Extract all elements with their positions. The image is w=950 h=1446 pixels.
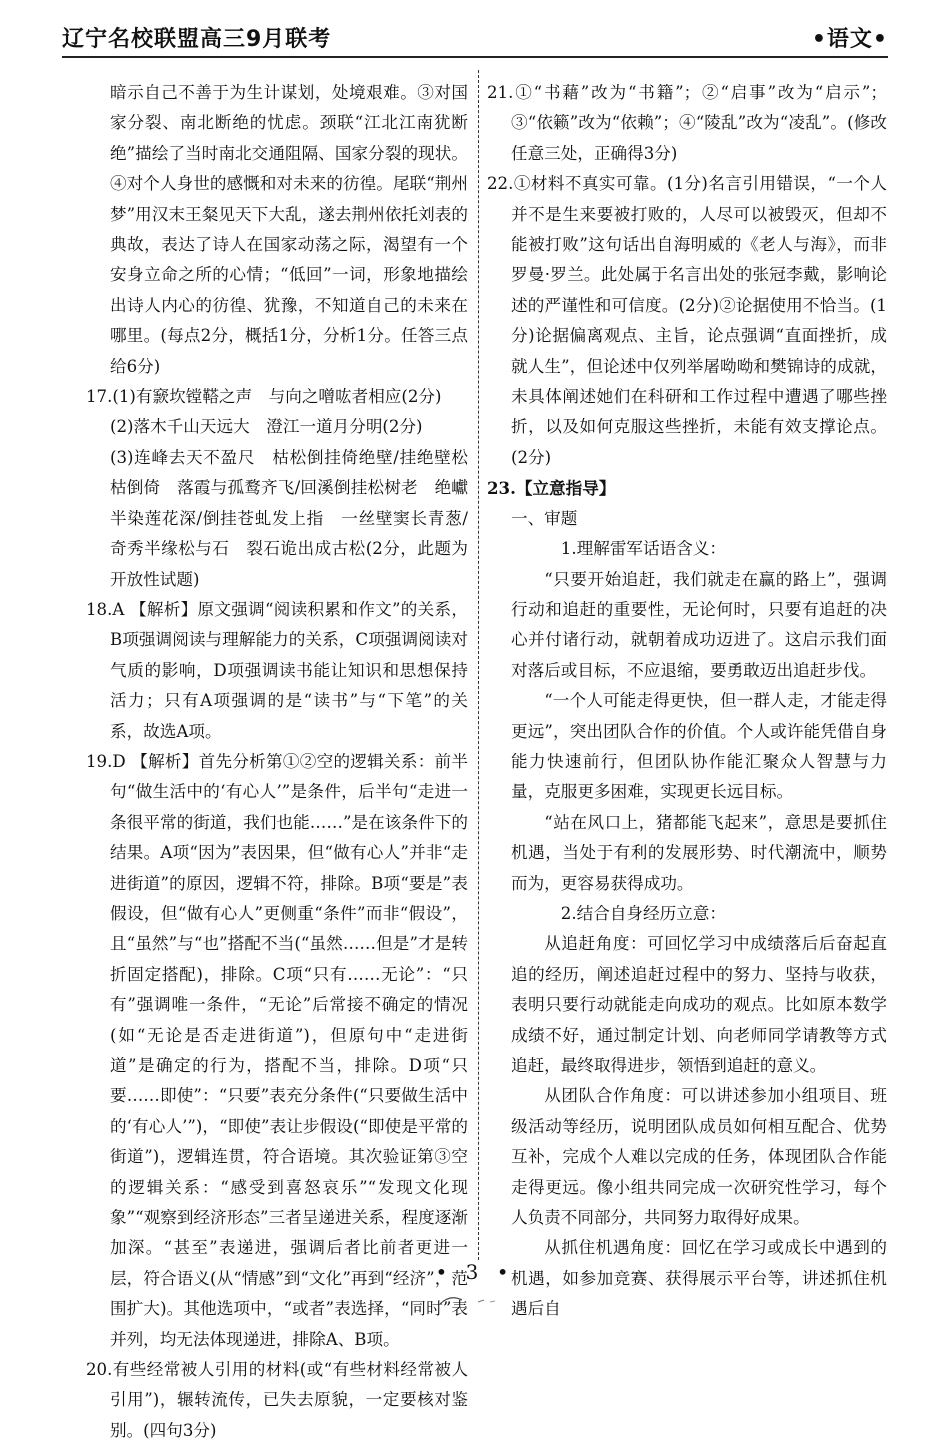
paragraph: 1.理解雷军话语含义：: [560, 539, 726, 559]
paragraph: “一个人可能走得更快，但一群人走，才能走得更远”，突出团队合作的价值。个人或许能凭借自身能力快速前行，但团队协作能汇聚众人智慧与力量，克服更多困难，实现更长远目标。: [511, 691, 887, 802]
paragraph: 从团队合作角度：可以讲述参加小组项目、班级活动等经历，说明团队成员如何相互配合、优势互补，完成个人难以完成的任务，体现团队合作能走得更远。像小组共同完成一次研究性学习，每个人负责不同部分，共同努力取得好成果。: [511, 1086, 887, 1228]
page-number: • 3 •: [435, 1260, 515, 1284]
paragraph: 从抓住机遇角度：回忆在学习或成长中遇到的机遇，如参加竞赛、获得展示平台等，讲述抓住机遇后自: [511, 1238, 887, 1319]
paragraph: 2.结合自身经历立意：: [560, 903, 726, 923]
paragraph: 18.A 【解析】原文强调“阅读积累和作文”的关系，B项强调阅读与理解能力的关系，C项强调阅读对气质的影响，D项强调读书能让知识和思想保持活力；只有A项强调的是“读书”与“下笔”的关系，故选A项。: [86, 599, 468, 741]
paragraph: 22.①材料不真实可靠。(1分)名言引用错误，“一个人并不是生来要被打败的，人尽可以被毁灭，但却不能被打败”这句话出自海明威的《老人与海》，而非罗曼·罗兰。此处属于名言出处的张冠李戴，影响论述的严谨性和可信度。(2分)②论据使用不恰当。(1分)论据偏离观点、主旨，论点强调“直面挫折，成就人生”，但论述中仅列举屠呦呦和樊锦诗的成就，未具体阐述她们在科研和工作过程中遭遇了哪些挫折，以及如何克服这些挫折，未能有效支撑论点。(2分): [487, 174, 887, 467]
paragraph: (2)落木千山天远大 澄江一道月分明(2分): [110, 417, 423, 437]
scan-mark: [438, 1292, 508, 1306]
paragraph: 19.D 【解析】首先分析第①②空的逻辑关系：前半句“做生活中的‘有心人’”是条件，后半句“走进一条很平常的街道，我们也能……”是在该条件下的结果。A项“因为”表因果，但“做有心人”并非“走进街道”的原因，逻辑不符，排除。B项“要是”表假设，但“做有心人”更侧重“条件”而非“假设”，且“虽然”与“也”搭配不当(“虽然……但是”才是转折固定搭配)，排除。C项“只有……无论”：“只有”强调唯一条件，“无论”后常接不确定的情况(如“无论是否走进街道”)，但原句中“走进街道”是确定的行为，搭配不当，排除。D项“只要……即使”：“只要”表充分条件(“只要做生活中的‘有心人’”)，“即使”表让步假设(“即使是平常的街道”)，逻辑连贯，符合语境。其次验证第③空的逻辑关系：“感受到喜怒哀乐”“发现文化现象”“观察到经济形态”三者呈递进关系，程度逐渐加深。“甚至”表递进，强调后者比前者更进一层，符合语义(从“情感”到“文化”再到“经济”，范围扩大)。其他选项中，“或者”表选择，“同时”表并列，均无法体现递进，排除A、B项。: [86, 751, 468, 1349]
paragraph: 17.(1)有窾坎镗鞳之声 与向之噌吰者相应(2分): [86, 387, 442, 407]
paragraph: 20.有些经常被人引用的材料(或“有些材料经常被人引用”)，辗转流传，已失去原貌，一定要核对鉴别。(四句3分): [86, 1360, 468, 1440]
paragraph: 从追赶角度：可回忆学习中成绩落后后奋起直追的经历，阐述追赶过程中的努力、坚持与收获，表明只要行动就能走向成功的观点。比如原本数学成绩不好，通过制定计划、向老师同学请教等方式追赶，最终取得进步，领悟到追赶的意义。: [511, 934, 887, 1075]
subject-label: •语文•: [811, 27, 888, 52]
paragraph: “只要开始追赶，我们就走在赢的路上”，强调行动和追赶的重要性，无论何时，只要有追赶的决心并付诸行动，就朝着成功迈进了。这启示我们面对落后或目标，不应退缩，要勇敢迈出追赶步伐。: [511, 569, 887, 680]
paragraph: 暗示自己不善于为生计谋划，处境艰难。③对国家分裂、南北断绝的忧虑。颈联“江北江南犹断绝”描绘了当时南北交通阻隔、国家分裂的现状。④对个人身世的感慨和对未来的彷徨。尾联“荆州梦”用汉末王粲见天下大乱，遂去荆州依托刘表的典故，表达了诗人在国家动荡之际，渴望有一个安身立命之所的心情；“低回”一词，形象地描绘出诗人内心的彷徨、犹豫，不知道自己的未来在哪里。(每点2分，概括1分，分析1分。任答三点给6分): [110, 83, 468, 376]
page-header: [62, 16, 888, 58]
paragraph: “站在风口上，猪都能飞起来”，意思是要抓住机遇，当处于有利的发展形势、时代潮流中，顺势而为，更容易获得成功。: [511, 812, 887, 893]
left-column: [86, 78, 468, 1446]
paragraph: 21.①“书藉”改为“书籍”；②“启事”改为“启示”；③“依籁”改为“依赖”；④“陵乱”改为“凌乱”。(修改任意三处，正确得3分): [487, 83, 887, 163]
column-divider: [478, 70, 479, 1260]
paragraph: 一、审题: [511, 508, 578, 528]
paragraph: (3)连峰去天不盈尺 枯松倒挂倚绝壁/挂绝壁松枯倒倚 落霞与孤鹜齐飞/回溪倒挂松树老 绝巘半染莲花深/倒挂苍虬发上指 一丝壁窦长青葱/奇秀半缘松与石 裂石诡出成古松(2分，此题为开放性试题): [110, 447, 468, 589]
paragraph: 23.【立意指导】: [487, 478, 616, 499]
exam-title: 辽宁名校联盟高三9月联考: [62, 27, 332, 52]
right-column: [487, 78, 887, 1325]
